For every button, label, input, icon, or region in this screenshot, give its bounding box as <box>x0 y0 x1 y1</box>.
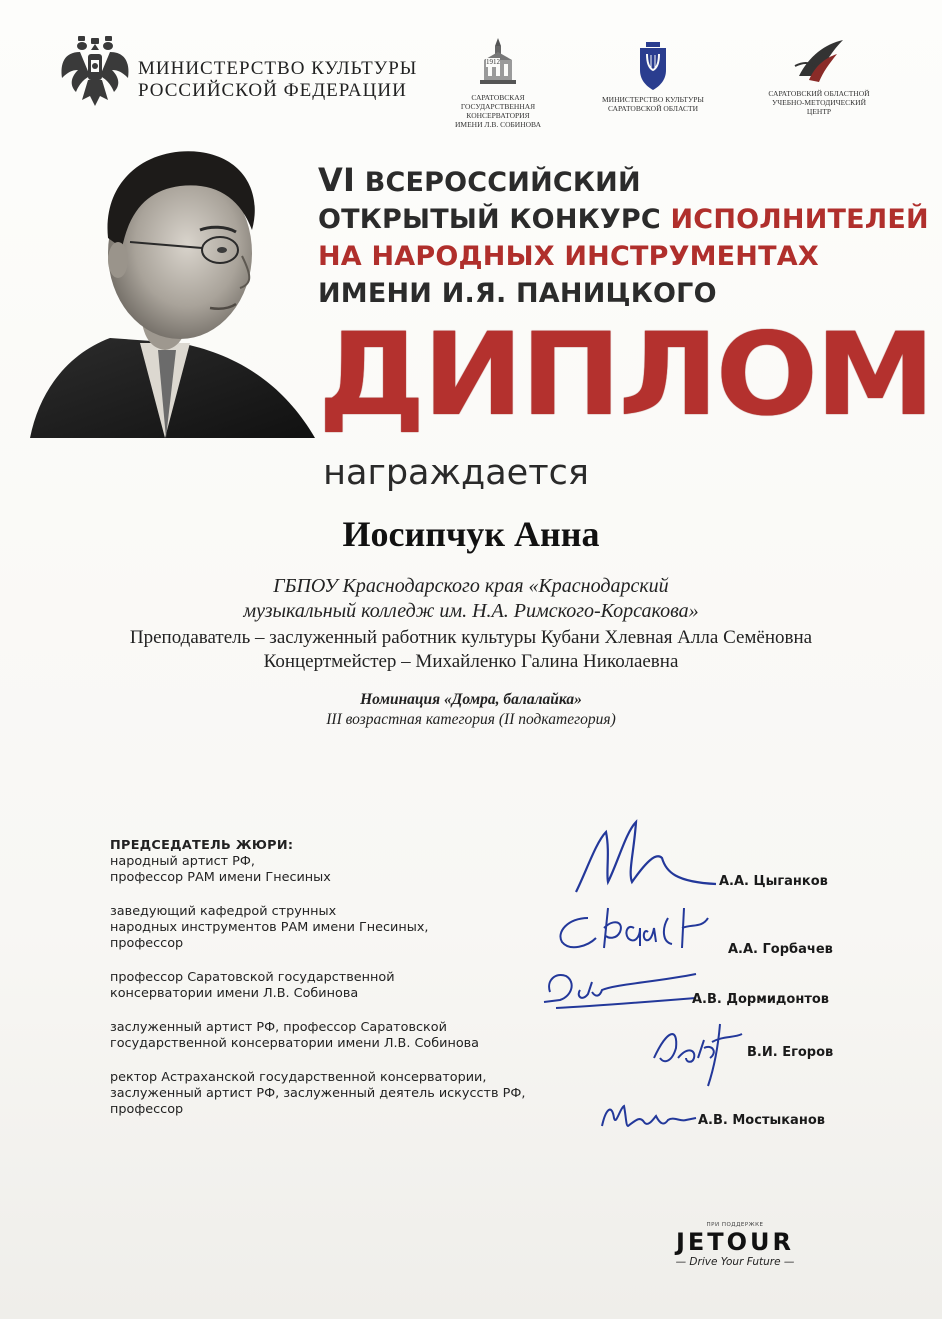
nomination-title: Номинация «Домра, балалайка» <box>360 691 582 708</box>
sponsor-logo <box>640 1222 830 1268</box>
jury-5-line-2: заслуженный артист РФ, заслуженный деятель искусств РФ, <box>110 1086 526 1101</box>
title-line1: ВСЕРОССИЙСКИЙ <box>364 167 641 198</box>
jury-chair-heading: ПРЕДСЕДАТЕЛЬ ЖЮРИ: <box>110 838 294 853</box>
partner-2-line-2: САРАТОВСКОЙ ОБЛАСТИ <box>607 104 699 113</box>
accompanist-line: Концертмейстер – Михайленко Галина Николаевна <box>263 651 679 672</box>
jury-4-line-1: заслуженный артист РФ, профессор Саратовской <box>110 1020 447 1035</box>
sponsor-brand: JETOUR <box>675 1228 795 1256</box>
partner-3-line-3: ЦЕНТР <box>806 107 832 116</box>
jury-5-name: А.В. Мостыканов <box>698 1113 825 1128</box>
institution <box>0 574 942 624</box>
jury-1-line-2: профессор РАМ имени Гнесиных <box>110 870 331 885</box>
signature-1 <box>566 812 726 902</box>
awardee-name: Иосипчук Анна <box>342 514 600 554</box>
conservatory-year-badge: 1912 <box>486 58 500 66</box>
title-line2-b: ИСПОЛНИТЕЛЕЙ <box>670 204 929 235</box>
contest-title <box>318 162 929 312</box>
partner-1-line-4: ИМЕНИ Л.В. СОБИНОВА <box>454 120 541 129</box>
jury-member-2 <box>110 904 550 952</box>
ministry-name-line1: МИНИСТЕРСТВО КУЛЬТУРЫ <box>138 58 418 79</box>
nomination-block <box>0 690 942 730</box>
jury-1-line-1: народный артист РФ, <box>110 854 255 869</box>
jury-2-line-3: профессор <box>110 936 184 951</box>
signature-4 <box>648 1018 748 1088</box>
teacher-line: Преподаватель – заслуженный работник культуры Кубани Хлевная Алла Семёновна <box>129 627 813 648</box>
jury-list <box>110 838 550 1136</box>
double-headed-eagle-icon <box>58 30 132 110</box>
sponsor-caption: ПРИ ПОДДЕРЖКЕ <box>706 1222 764 1228</box>
jury-4-name: В.И. Егоров <box>747 1045 834 1060</box>
teachers <box>0 626 942 674</box>
jury-3-line-2: консерватории имени Л.В. Собинова <box>110 986 359 1001</box>
jury-5-line-1: ректор Астраханской государственной консерватории, <box>110 1070 487 1085</box>
partner-1-line-1: САРАТОВСКАЯ <box>471 93 525 102</box>
jury-2-line-2: народных инструментов РАМ имени Гнесиных, <box>110 920 429 935</box>
awarded-caption <box>0 452 942 494</box>
portrait-image <box>30 138 330 458</box>
signature-5 <box>596 1096 706 1136</box>
jury-member-5 <box>110 1070 550 1118</box>
signature-3 <box>536 962 706 1012</box>
partner-2-line-1: МИНИСТЕРСТВО КУЛЬТУРЫ <box>602 95 704 104</box>
title-line4: ИМЕНИ И.Я. ПАНИЦКОГО <box>318 278 717 309</box>
jury-1-name: А.А. Цыганков <box>719 874 828 889</box>
title-ordinal: VI <box>318 161 356 199</box>
jury-2-line-1: заведующий кафедрой струнных <box>110 904 337 919</box>
partner-1-line-3: КОНСЕРВАТОРИЯ <box>466 111 530 120</box>
partner-3-line-1: САРАТОВСКИЙ ОБЛАСТНОЙ <box>768 89 870 98</box>
age-category: III возрастная категория (II подкатегория) <box>326 711 616 728</box>
lyre-shield-icon <box>636 40 670 92</box>
title-line3: НА НАРОДНЫХ ИНСТРУМЕНТАХ <box>318 241 819 272</box>
jury-3-line-1: профессор Саратовской государственной <box>110 970 395 985</box>
partner-3-line-2: УЧЕБНО-МЕТОДИЧЕСКИЙ <box>771 98 866 107</box>
ministry-name-line2: РОССИЙСКОЙ ФЕДЕРАЦИИ <box>138 80 407 101</box>
sponsor-tagline: — Drive Your Future — <box>675 1256 795 1268</box>
jury-member-1 <box>110 854 550 886</box>
signature-2 <box>548 898 728 958</box>
conservatory-logo <box>448 36 548 129</box>
jury-member-3 <box>110 970 550 1002</box>
title-line2-a: ОТКРЫТЫЙ КОНКУРС <box>318 204 661 235</box>
jury-5-line-3: профессор <box>110 1102 184 1117</box>
jury-3-name: А.В. Дормидонтов <box>692 992 830 1007</box>
jury-2-name: А.А. Горбачев <box>728 942 833 957</box>
partner-1-line-2: ГОСУДАРСТВЕННАЯ <box>460 102 536 111</box>
institution-line1: ГБПОУ Краснодарского края «Краснодарский <box>273 575 669 597</box>
awarded-text: награждается <box>323 453 589 493</box>
diploma-heading: ДИПЛОМ <box>318 308 933 441</box>
bird-feather-icon <box>789 36 849 86</box>
methodical-center-logo <box>756 36 882 116</box>
jury-member-4 <box>110 1020 550 1052</box>
saratov-ministry-logo <box>590 40 716 113</box>
institution-line2: музыкальный колледж им. Н.А. Римского-Корсакова» <box>243 600 699 622</box>
ministry-logo <box>58 30 428 110</box>
jury-4-line-2: государственной консерватории имени Л.В. Собинова <box>110 1036 480 1051</box>
